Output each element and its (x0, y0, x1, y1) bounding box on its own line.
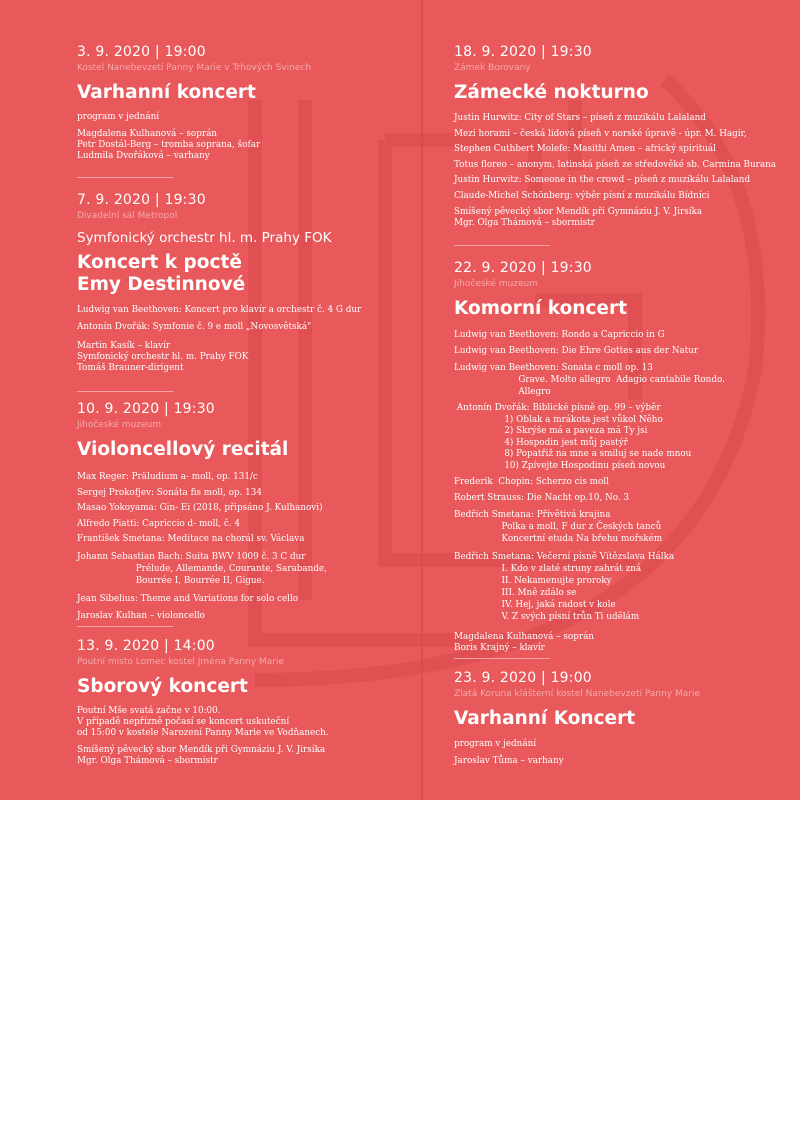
fold-line (421, 0, 423, 800)
program-line: Max Reger: Präludium a- moll, op. 131/c (77, 472, 258, 482)
program-line: Jean Sibelius: Theme and Variations for solo cello (77, 593, 299, 604)
performer-line: Ludmila Dvořáková – varhany (77, 151, 210, 161)
program-line: Koncertní etuda Na břehu mořském (454, 534, 663, 544)
program-line: program v jednání (77, 112, 160, 122)
program-line: Prélude, Allemande, Courante, Sarabande, (77, 563, 327, 574)
program-line: V případě nepřízně počasí se koncert uskuteční (77, 717, 290, 727)
program-line: Alfredo Piatti: Capriccio d- moll, č. 4 (77, 518, 240, 529)
performer-line: Jaroslav Tůma – varhany (454, 756, 564, 766)
program-line: 4) Hospodin jest můj pastýř (454, 437, 628, 448)
event-date: 23. 9. 2020 | 19:00 (454, 670, 592, 686)
event-date: 3. 9. 2020 | 19:00 (77, 44, 206, 60)
program-line: Bedřich Smetana: Večerní písně Vítězslava Hálka (454, 552, 675, 562)
program-line: Claude-Michel Schönberg: výběr písní z muzikálu Bídníci (454, 190, 710, 201)
event-venue: Kostel Nanebevzetí Panny Marie v Trhových Svinech (77, 63, 312, 73)
program-line: II. Nekamenujte proroky (454, 576, 612, 586)
program-line: Ludwig van Beethoven: Die Ehre Gottes aus der Natur (454, 345, 699, 356)
program-line: Masao Yokoyama: Gin- Ei (2018, připsáno J. Kulhanovi) (77, 503, 323, 513)
performer-line: Martin Kasík – klavír (77, 341, 171, 351)
program-line: Frederik Chopin: Scherzo cis moll (454, 477, 609, 487)
event-date: 7. 9. 2020 | 19:30 (77, 192, 206, 208)
program-line: Justin Hurwitz: Someone in the crowd – píseň z muzikálu Lalaland (454, 175, 751, 185)
event-date: 22. 9. 2020 | 19:30 (454, 260, 592, 276)
program-line: Antonín Dvořák: Symfonie č. 9 e moll „Novosvětská" (77, 322, 312, 332)
program-line: Mezi horami – česká lidová píseň v norské úpravě - úpr. M. Hagir, (454, 128, 747, 139)
performer-line: Smíšený pěvecký sbor Mendík při Gymnáziu J. V. Jirsíka (77, 745, 326, 755)
event-card (454, 44, 794, 229)
event-venue: Jihočeské muzeum (77, 420, 162, 430)
performer-line: Mgr. Olga Thámová – sbormistr (454, 218, 595, 228)
event-card (454, 260, 794, 654)
separator (454, 245, 550, 246)
program-line: Johann Sebastian Bach: Suita BWV 1009 č. 3 C dur (77, 551, 306, 562)
program-line: IV. Hej, jaká radost v kole (454, 600, 616, 610)
event-card (77, 401, 407, 622)
event-venue: Poutní místo Lomec kostel Jména Panny Marie (77, 657, 284, 667)
program-line: František Smetana: Meditace na chorál sv. Václava (77, 534, 305, 544)
program-line: Ludwig van Beethoven: Rondo a Capriccio in G (454, 330, 665, 340)
program-line: 10) Zpívejte Hospodinu píseň novou (454, 460, 666, 471)
program-line: Bourrée I, Bourrée II, Gigue. (77, 575, 265, 586)
program-line: 8) Popatřiž na mne a smiluj se nade mnou (454, 449, 692, 459)
event-venue: Jihočeské muzeum (454, 279, 539, 289)
event-subtitle: Symfonický orchestr hl. m. Prahy FOK (77, 230, 332, 246)
program-line: Totus floreo – anonym, latinská píseň ze středověké sb. Carmina Burana (454, 159, 777, 170)
event-venue: Divadelní sál Metropol (77, 211, 178, 221)
event-title: Varhanní koncert (77, 82, 256, 103)
program-line: 1) Oblak a mrákota jest vůkol Něho (454, 414, 663, 425)
event-title: Violoncellový recitál (77, 439, 289, 460)
separator (454, 658, 550, 659)
event-title: Koncert k poctě Emy Destinnové (77, 252, 246, 295)
performer-line: Tomáš Brauner-dirigent (77, 363, 184, 373)
event-venue: Zlatá Koruna klášterní kostel Nanebevzetí Panny Marie (454, 689, 701, 699)
program-line: Robert Strauss: Die Nacht op.10, No. 3 (454, 492, 630, 503)
event-date: 18. 9. 2020 | 19:30 (454, 44, 592, 60)
program-line: V. Z svých písní trůn Ti udělám (454, 612, 640, 622)
performer-line: Mgr. Olga Thámová – sbormistr (77, 756, 218, 766)
performer-line: Smíšený pěvecký sbor Mendík při Gymnáziu J. V. Jirsíka (454, 207, 703, 217)
event-card (77, 638, 407, 767)
event-card (77, 192, 407, 374)
program-line: 2) Skrýše má a paveza má Ty jsi (454, 426, 648, 436)
program-line: Ludwig van Beethoven: Koncert pro klavír a orchestr č. 4 G dur (77, 305, 362, 315)
performer-line: Magdalena Kulhanová – soprán (454, 632, 594, 642)
program-line: Justin Hurwitz: City of Stars – píseň z muzikálu Lalaland (454, 113, 706, 123)
event-venue: Zámek Borovany (454, 63, 531, 73)
event-card (77, 44, 407, 162)
event-title: Sborový koncert (77, 676, 248, 697)
program-line: Polka a moll, F dur z Českých tanců (454, 522, 662, 532)
event-card (454, 670, 794, 767)
event-title: Zámecké nokturno (454, 82, 649, 103)
performer-line: Petr Dostál-Berg – tromba soprana, šofar (77, 140, 261, 150)
program-line: Bedřich Smetana: Přívětivá krajina (454, 510, 611, 520)
program-line: I. Kdo v zlaté struny zahrát zná (454, 564, 642, 574)
event-title: Komorní koncert (454, 298, 627, 319)
program-line: Antonín Dvořák: Biblické písně op. 99 – výběr (454, 403, 661, 413)
program-line: od 15:00 v kostele Narození Panny Marie ve Vodňanech. (77, 728, 329, 738)
program-line: Poutní Mše svatá začne v 10:00. (77, 706, 221, 716)
program-line: Ludwig van Beethoven: Sonata c moll op. 13 (454, 363, 653, 373)
program-line: Sergej Prokofjev: Sonáta fis moll, op. 134 (77, 487, 262, 498)
event-title: Varhanní Koncert (454, 708, 636, 729)
event-date: 13. 9. 2020 | 14:00 (77, 638, 215, 654)
performer-line: Boris Krajný – klavír (454, 643, 545, 653)
separator (77, 626, 173, 627)
program-line: Stephen Cuthbert Molefe: Masithi Amen – africký spirituál (454, 144, 716, 154)
program-line: III. Mně zdálo se (454, 588, 577, 598)
program-line: Allegro (454, 387, 551, 397)
separator (77, 391, 173, 392)
program-line: program v jednání (454, 739, 537, 749)
separator (77, 177, 173, 178)
performer-line: Symfonický orchestr hl. m. Prahy FOK (77, 352, 249, 362)
program-line: Grave. Molto allegro Adagio cantabile Rondo. (454, 375, 725, 385)
event-date: 10. 9. 2020 | 19:30 (77, 401, 215, 417)
performer-line: Jaroslav Kulhan – violoncello (77, 610, 205, 621)
performer-line: Magdalena Kulhanová – soprán (77, 129, 217, 139)
